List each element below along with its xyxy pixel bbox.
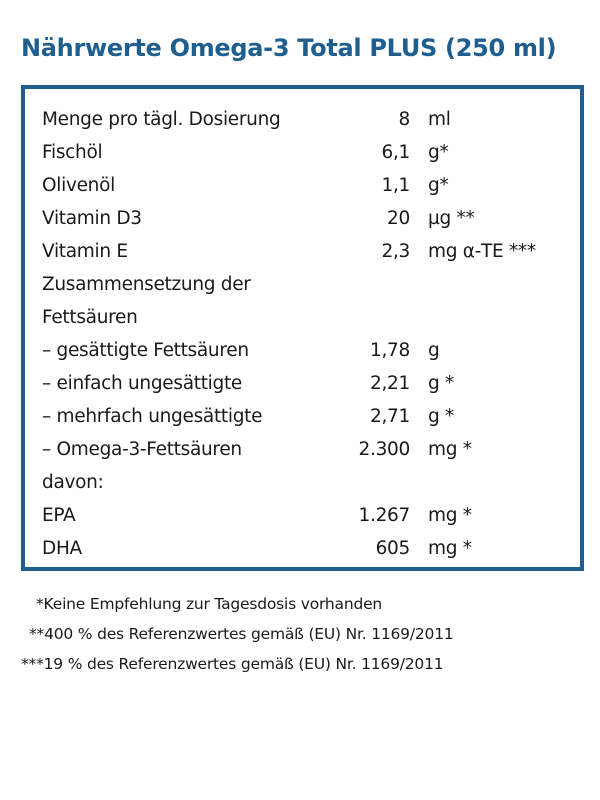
- row-value: 8: [398, 109, 410, 130]
- footnote: *Keine Empfehlung zur Tagesdosis vorhanden: [36, 595, 383, 613]
- row-label: Vitamin E: [42, 241, 128, 262]
- row-unit: g: [428, 340, 440, 361]
- table-row: [25, 367, 580, 400]
- row-value: 2,3: [381, 241, 410, 262]
- row-unit: g*: [428, 175, 449, 196]
- row-label: DHA: [42, 538, 82, 559]
- row-value: 6,1: [381, 142, 410, 163]
- row-value: 1,78: [370, 340, 410, 361]
- row-value: 2,21: [370, 373, 410, 394]
- row-unit: mg *: [428, 505, 472, 526]
- row-label: – Omega-3-Fettsäuren: [42, 439, 242, 460]
- row-unit: µg **: [428, 208, 475, 229]
- table-row: [25, 433, 580, 466]
- row-label: Olivenöl: [42, 175, 115, 196]
- row-value: 1,1: [381, 175, 410, 196]
- table-row: [25, 499, 580, 532]
- row-value: 20: [387, 208, 410, 229]
- row-label: EPA: [42, 505, 76, 526]
- row-label: Vitamin D3: [42, 208, 142, 229]
- page-title: Nährwerte Omega-3 Total PLUS (250 ml): [21, 34, 557, 62]
- table-row: [25, 268, 580, 301]
- row-label: Fischöl: [42, 142, 103, 163]
- row-value: 2,71: [370, 406, 410, 427]
- row-label: Menge pro tägl. Dosierung: [42, 109, 281, 130]
- row-unit: g *: [428, 373, 454, 394]
- row-unit: mg α-TE ***: [428, 241, 536, 262]
- row-value: 2.300: [358, 439, 410, 460]
- footnote: **400 % des Referenzwertes gemäß (EU) Nr. 1169/2011: [29, 625, 454, 643]
- table-row: [25, 400, 580, 433]
- footnote: ***19 % des Referenzwertes gemäß (EU) Nr. 1169/2011: [21, 655, 444, 673]
- table-row: [25, 235, 580, 268]
- row-label: – einfach ungesättigte: [42, 373, 242, 394]
- table-row: [25, 103, 580, 136]
- row-value: 605: [375, 538, 410, 559]
- row-unit: ml: [428, 109, 451, 130]
- table-row: [25, 202, 580, 235]
- table-row: [25, 136, 580, 169]
- row-label: Zusammensetzung der: [42, 274, 251, 295]
- table-row: [25, 301, 580, 334]
- row-unit: g *: [428, 406, 454, 427]
- row-label: davon:: [42, 472, 104, 493]
- table-row: [25, 466, 580, 499]
- row-label: – gesättigte Fettsäuren: [42, 340, 249, 361]
- nutrition-table: [21, 85, 584, 571]
- row-value: 1.267: [358, 505, 410, 526]
- row-unit: mg *: [428, 439, 472, 460]
- row-label: Fettsäuren: [42, 307, 138, 328]
- table-row: [25, 169, 580, 202]
- row-label: – mehrfach ungesättigte: [42, 406, 263, 427]
- table-row: [25, 334, 580, 367]
- row-unit: g*: [428, 142, 449, 163]
- row-unit: mg *: [428, 538, 472, 559]
- table-row: [25, 532, 580, 565]
